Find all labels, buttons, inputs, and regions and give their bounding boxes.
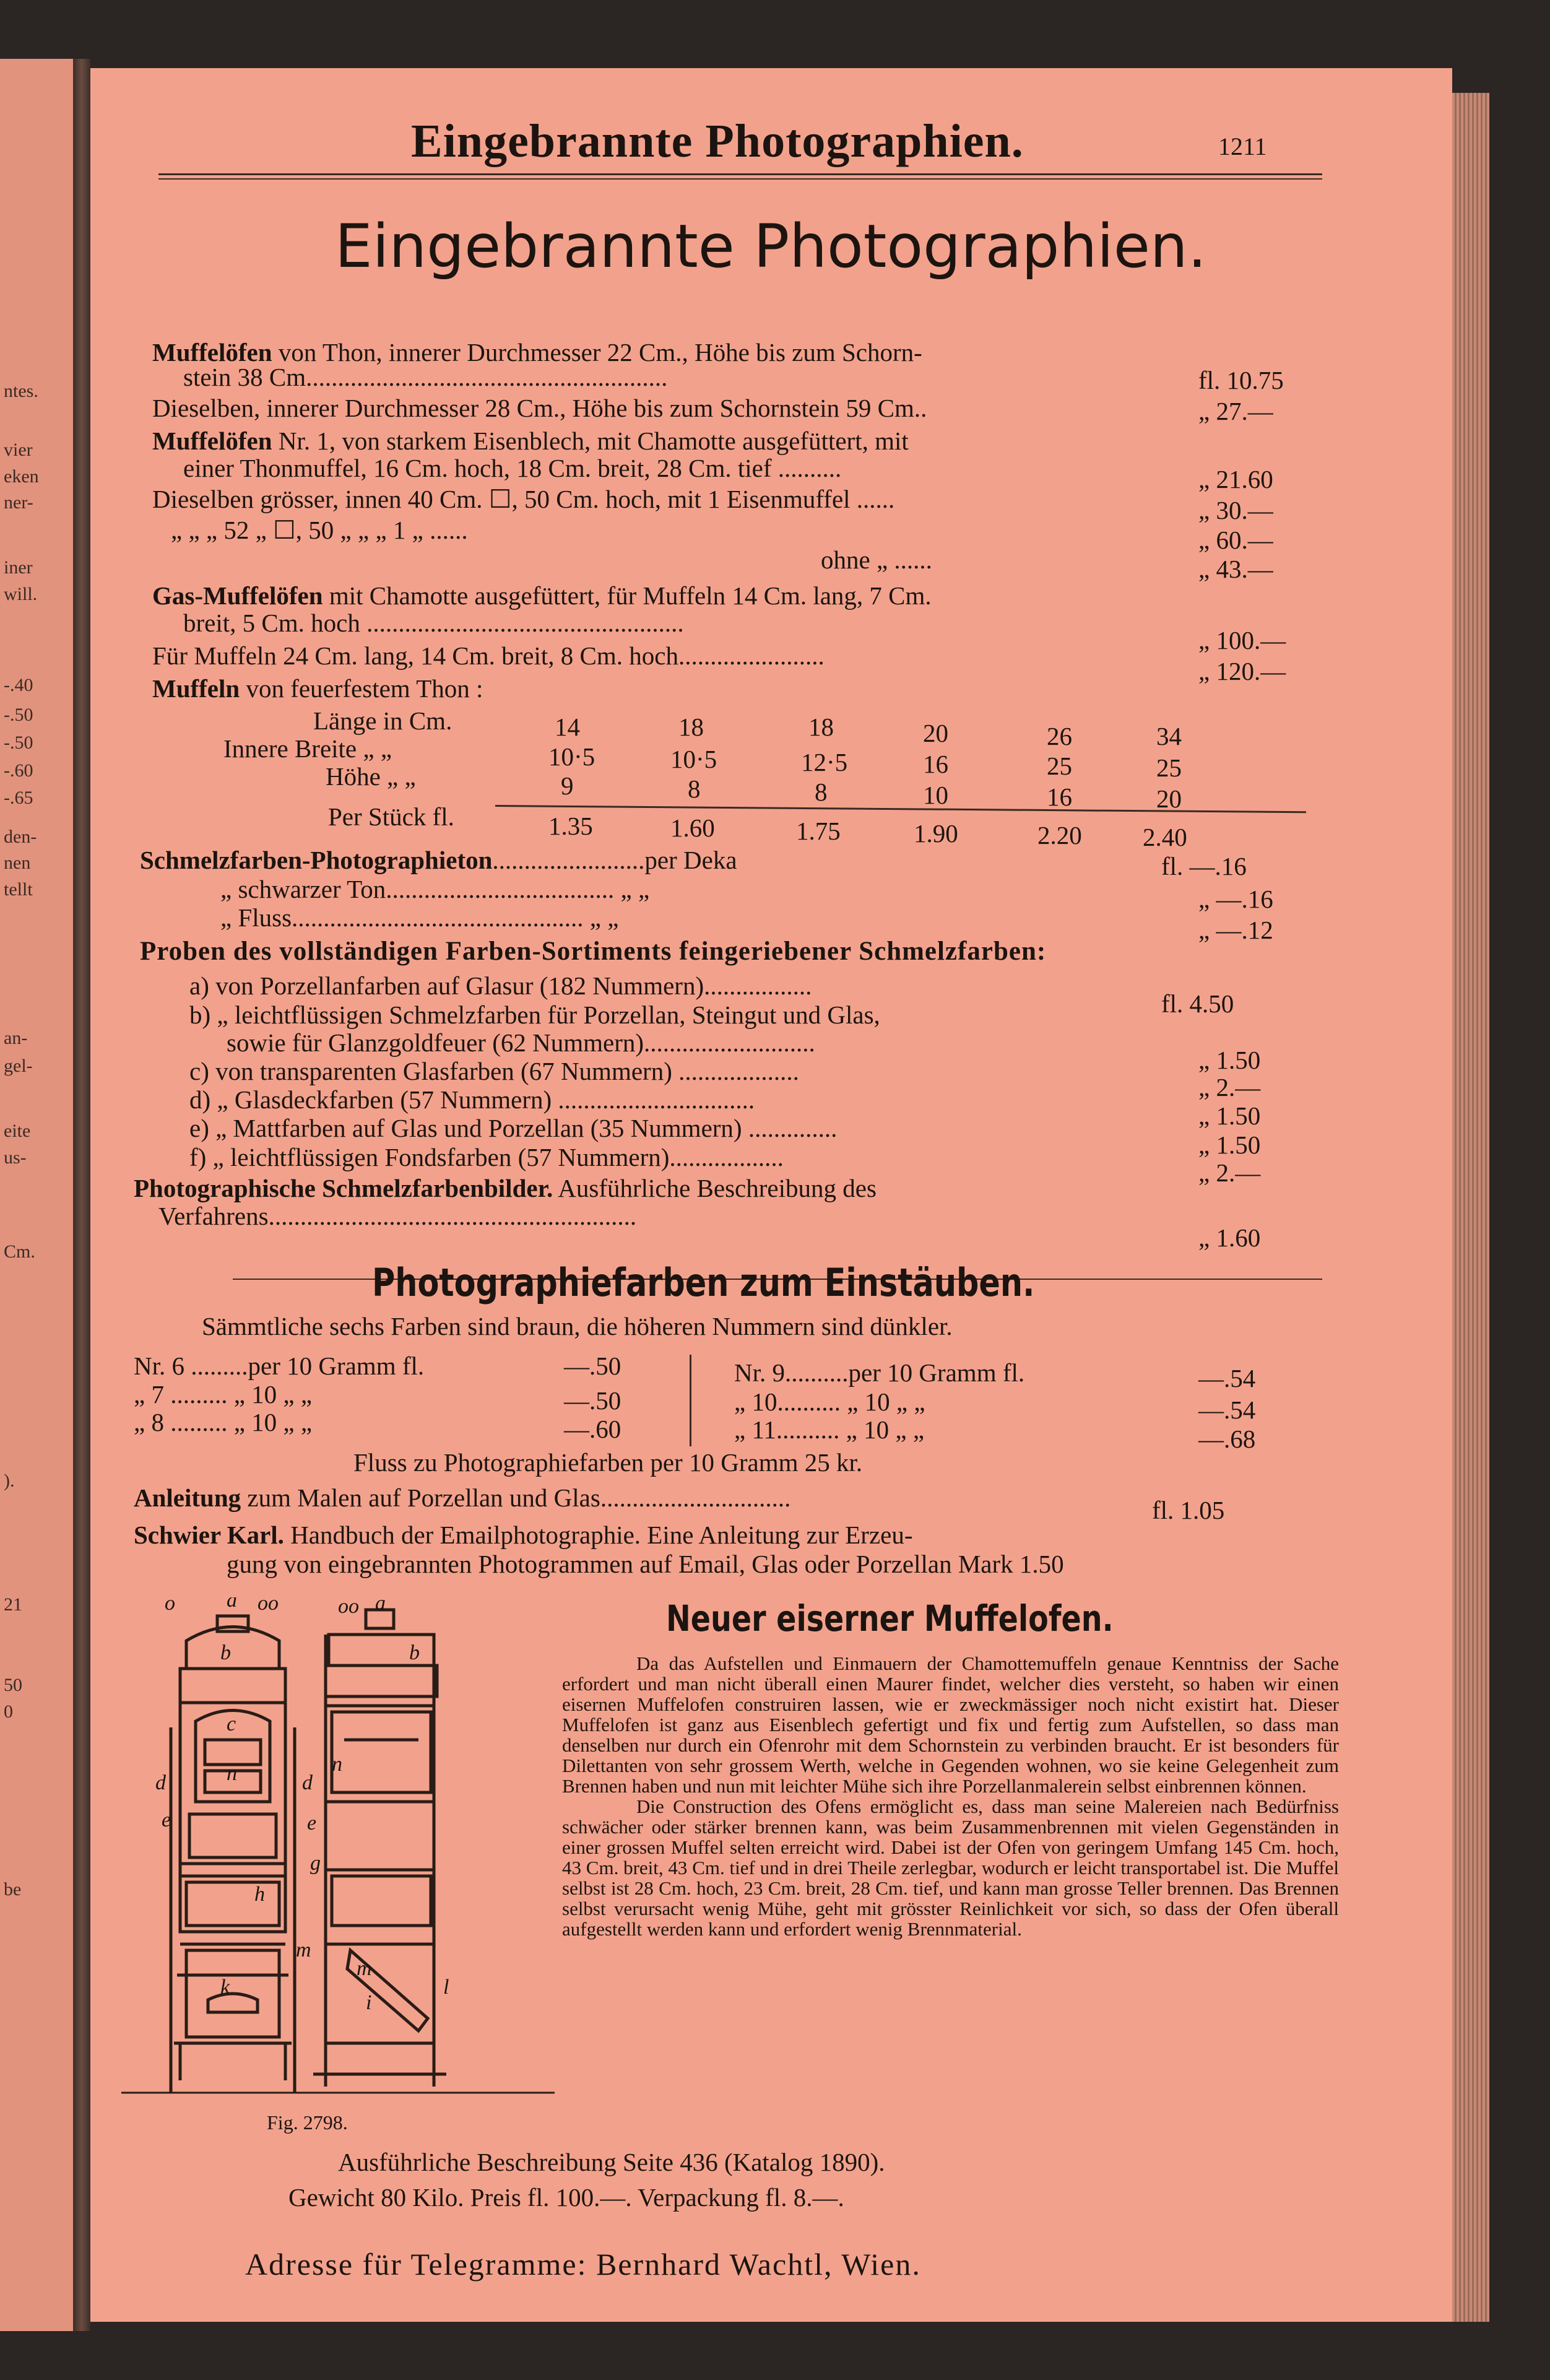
price: „ 1.50 — [1198, 1046, 1261, 1074]
price: —.50 — [564, 1352, 621, 1380]
left-fragment: Cm. — [4, 1241, 35, 1262]
cell: 1.35 — [548, 812, 593, 840]
price-row: Nr. 9..........per 10 Gramm fl. — [734, 1358, 1025, 1387]
entry-line: Für Muffeln 24 Cm. lang, 14 Cm. breit, 8 Cm. hoch....................... — [152, 641, 825, 670]
entry-text: Nr. 1, von starkem Eisenblech, mit Chamotte ausgefüttert, mit — [272, 427, 909, 455]
price: „ 1.50 — [1198, 1131, 1261, 1159]
cell: 9 — [561, 771, 574, 800]
oven-illustration — [121, 1597, 617, 2105]
left-fragment: gel- — [4, 1056, 33, 1076]
fig-label: m — [296, 1939, 311, 1961]
fig-label: c — [227, 1713, 236, 1735]
entry-line — [152, 426, 909, 456]
cell: 14 — [555, 713, 580, 741]
price: —.54 — [1198, 1364, 1256, 1392]
left-fragment: -.50 — [4, 705, 33, 725]
header-rule — [158, 173, 1322, 175]
left-fragment: iner — [4, 557, 33, 578]
page-number: 1211 — [1218, 132, 1267, 160]
left-fragment: nen — [4, 853, 31, 873]
entry-line: „ Fluss.............................................. „ „ — [220, 903, 619, 932]
left-fragment: -.50 — [4, 732, 33, 753]
price: „ 2.— — [1198, 1073, 1261, 1101]
cell: 10 — [923, 781, 948, 809]
entry-line — [152, 581, 932, 610]
proben-item: c) von transparenten Glasfarben (67 Nummern) ................... — [189, 1057, 799, 1085]
price: —.54 — [1198, 1396, 1256, 1424]
row-label: Innere Breite „ „ — [223, 734, 392, 763]
entry-line: einer Thonmuffel, 16 Cm. hoch, 18 Cm. breit, 28 Cm. tief .......... — [183, 454, 842, 482]
page-stack-edge — [1452, 93, 1489, 2322]
price: fl. 10.75 — [1198, 366, 1284, 394]
running-title: Eingebrannte Photographien. — [411, 115, 1024, 167]
intro-line: Sämmtliche sechs Farben sind braun, die höheren Nummern sind dünkler. — [202, 1312, 953, 1340]
price: fl. 1.05 — [1152, 1496, 1225, 1524]
entry-line — [140, 845, 737, 875]
neuer-heading: Neuer eiserner Muffelofen. — [666, 1597, 1114, 1640]
cell: 8 — [688, 775, 701, 803]
fig-label: m — [357, 1957, 372, 1980]
price: fl. —.16 — [1161, 852, 1247, 880]
entry-line: breit, 5 Cm. hoch .................................................. — [183, 609, 684, 637]
left-fragment: us- — [4, 1147, 27, 1168]
fig-label: g — [310, 1852, 321, 1875]
price: „ 60.— — [1198, 526, 1273, 554]
price: —.60 — [564, 1415, 621, 1443]
cell: 18 — [678, 713, 704, 741]
price-row: „ 11.......... „ 10 „ „ — [734, 1415, 925, 1444]
ausfuehrlich-line: Ausführliche Beschreibung Seite 436 (Katalog 1890). — [338, 2148, 885, 2176]
fig-label: n — [332, 1753, 342, 1776]
figure-caption: Fig. 2798. — [267, 2111, 348, 2134]
neuer-description — [562, 1653, 1339, 1939]
fig-label: a — [375, 1597, 386, 1615]
left-fragment: -.60 — [4, 760, 33, 781]
fig-label: n — [227, 1762, 237, 1785]
fig-label: d — [155, 1771, 166, 1794]
entry-bold: Muffeln — [152, 674, 240, 703]
fig-label: a — [227, 1597, 237, 1612]
proben-item: b) „ leichtflüssigen Schmelzfarben für Porzellan, Steingut und Glas, — [189, 1001, 880, 1029]
main-title: Eingebrannte Photographien. — [335, 212, 1207, 281]
price: —.50 — [564, 1386, 621, 1415]
left-fragment: -.65 — [4, 788, 33, 808]
cell: 25 — [1156, 754, 1182, 782]
proben-item: f) „ leichtflüssigen Fondsfarben (57 Nummern).................. — [189, 1143, 784, 1171]
cell: 20 — [1156, 784, 1182, 813]
row-label: Höhe „ „ — [326, 762, 416, 791]
cell: 8 — [815, 778, 828, 806]
cell: 25 — [1047, 752, 1072, 780]
cell: 1.60 — [670, 814, 715, 842]
cell: 18 — [808, 713, 834, 741]
cell: 16 — [923, 750, 948, 778]
cell: 26 — [1047, 722, 1072, 750]
left-fragment: ). — [4, 1470, 15, 1491]
cell: 20 — [923, 719, 948, 747]
row-label: Per Stück fl. — [328, 802, 454, 831]
cell: 10·5 — [548, 742, 595, 771]
price: „ —.16 — [1198, 885, 1273, 913]
entry-bold: Muffelöfen — [152, 427, 272, 455]
catalog-page — [90, 68, 1452, 2322]
entry-line: Dieselben, innerer Durchmesser 28 Cm., Höhe bis zum Schornstein 59 Cm.. — [152, 394, 927, 422]
left-fragment: ner- — [4, 492, 33, 513]
price: fl. 4.50 — [1161, 989, 1234, 1018]
telegram-address: Adresse für Telegramme: Bernhard Wachtl, Wien. — [245, 2247, 921, 2282]
entry-line: Dieselben grösser, innen 40 Cm. ☐, 50 Cm. hoch, mit 1 Eisenmuffel ...... — [152, 485, 895, 513]
entry-line: „ schwarzer Ton.................................... „ „ — [220, 875, 650, 903]
left-fragment: 21 — [4, 1594, 22, 1615]
price-row: „ 7 ......... „ 10 „ „ — [134, 1380, 313, 1409]
left-fragment: be — [4, 1879, 22, 1900]
left-fragment: eite — [4, 1121, 31, 1141]
left-fragment: eken — [4, 466, 39, 487]
cell: 2.20 — [1037, 821, 1082, 849]
proben-item: a) von Porzellanfarben auf Glasur (182 Nummern)................. — [189, 971, 812, 1000]
row-label: Länge in Cm. — [313, 706, 452, 735]
entry-bold: Schwier Karl. — [134, 1521, 284, 1549]
fig-label: h — [254, 1883, 265, 1906]
fig-label: oo — [338, 1597, 359, 1618]
entry-line: Verfahrens.......................................................... — [158, 1202, 637, 1230]
entry-line — [134, 1483, 790, 1513]
description-paragraph: Die Construction des Ofens ermöglicht es, dass man seine Malereien nach Bedürfniss schwächer oder stärker brennen kann, was beim Zusammenbrennen mit vielen Gegenständen in einer grossen Muffel selten erreicht wird. Dabei ist der Ofen von geringem Umfang 145 Cm. hoch, 43 Cm. breit, 43 Cm. tief und in drei Theile zerlegbar, wodurch er leicht transportabel ist. Die Muffel selbst ist 28 Cm. hoch, 23 Cm. breit, 28 Cm. tief, und kann man grosse Teller brennen. Das Brennen selbst verursacht wenig Mühe, geht mit grösster Reinlichkeit vor sich, so dass der Ofen überall aufgestellt werden kann und erfordert wenig Brennmaterial. — [562, 1796, 1339, 1940]
fig-label: b — [409, 1641, 420, 1664]
price: —.68 — [1198, 1425, 1256, 1453]
price: „ 1.50 — [1198, 1101, 1261, 1130]
entry-text: Ausführliche Beschreibung des — [553, 1174, 877, 1202]
left-fragment: an- — [4, 1028, 28, 1048]
left-fragment: 0 — [4, 1701, 13, 1722]
price: „ 30.— — [1198, 496, 1273, 524]
proben-item: e) „ Mattfarben auf Glas und Porzellan (35 Nummern) .............. — [189, 1114, 838, 1142]
entry-line — [152, 674, 483, 703]
fig-label: e — [162, 1809, 171, 1831]
price: „ 1.60 — [1198, 1223, 1261, 1252]
entry-line: ohne „ ...... — [821, 545, 932, 574]
entry-line — [134, 1173, 877, 1203]
entry-bold: Photographische Schmelzfarbenbilder. — [134, 1174, 553, 1202]
cell: 34 — [1156, 722, 1182, 750]
entry-text: von feuerfestem Thon : — [240, 674, 483, 703]
entry-line: stein 38 Cm......................................................... — [183, 363, 668, 391]
price: „ 120.— — [1198, 657, 1286, 685]
fig-label: l — [443, 1976, 449, 1999]
left-fragment: -.40 — [4, 675, 33, 695]
price-row: Nr. 6 .........per 10 Gramm fl. — [134, 1352, 425, 1380]
price: „ 21.60 — [1198, 465, 1273, 493]
left-fragment: tellt — [4, 879, 33, 900]
entry-text: mit Chamotte ausgefüttert, für Muffeln 14 Cm. lang, 7 Cm. — [323, 581, 932, 610]
cell: 10·5 — [670, 745, 717, 773]
fig-label: e — [307, 1812, 317, 1835]
section-heading: Photographiefarben zum Einstäuben. — [372, 1260, 1035, 1305]
description-paragraph: Da das Aufstellen und Einmauern der Chamottemuffeln genaue Kenntniss der Sache erfordert und man nicht überall einen Maurer findet, welcher dies versteht, so haben wir einen eisernen Muffelofen construiren lassen, wie er zweckmässiger noch nicht existirt hat. Dieser Muffelofen ist ganz aus Eisenblech gefertigt und fix und fertig zum Aufstellen, so dass man denselben nur durch ein Ofenrohr mit dem Schornstein zu verbinden braucht. Er ist besonders für Dilettanten von sehr grossem Werth, welche in Gegenden wohnen, wo sie keine Gelegenheit zum Brennen haben und nun mit leichter Mühe sich ihre Porzellanmalerein selbst einbrennen können. — [562, 1653, 1339, 1797]
gewicht-line: Gewicht 80 Kilo. Preis fl. 100.—. Verpackung fl. 8.—. — [288, 2183, 844, 2212]
price: „ 43.— — [1198, 555, 1273, 583]
entry-text: Handbuch der Emailphotographie. Eine Anleitung zur Erzeu- — [284, 1521, 913, 1549]
left-fragment: vier — [4, 440, 33, 460]
left-fragment: ntes. — [4, 381, 38, 401]
fig-label: b — [220, 1641, 231, 1664]
entry-text: von Thon, innerer Durchmesser 22 Cm., Höhe bis zum Schorn- — [272, 338, 922, 367]
fluss-line: Fluss zu Photographiefarben per 10 Gramm 25 kr. — [353, 1448, 863, 1477]
entry-line: gung von eingebrannten Photogrammen auf Email, Glas oder Porzellan Mark 1.50 — [227, 1550, 1064, 1578]
price-row: „ 10.......... „ 10 „ „ — [734, 1388, 925, 1416]
entry-line — [134, 1520, 913, 1550]
entry-bold: Anleitung — [134, 1483, 241, 1512]
fig-label: o — [165, 1597, 175, 1615]
cell: 16 — [1047, 783, 1072, 811]
price: „ 27.— — [1198, 397, 1273, 425]
proben-item: sowie für Glanzgoldfeuer (62 Nummern)........................... — [227, 1028, 815, 1057]
left-fragment: will. — [4, 584, 38, 604]
cell: 1.75 — [796, 817, 841, 845]
column-divider — [690, 1355, 691, 1446]
entry-bold: Muffelöfen — [152, 338, 272, 367]
left-fragment: den- — [4, 827, 37, 847]
price: „ 100.— — [1198, 626, 1286, 654]
header-rule — [158, 178, 1322, 180]
cell: 12·5 — [801, 748, 848, 776]
entry-text: ........................per Deka — [492, 846, 737, 874]
price-row: „ 8 ......... „ 10 „ „ — [134, 1408, 313, 1436]
entry-line: „ „ „ 52 „ ☐, 50 „ „ „ 1 „ ...... — [171, 516, 468, 544]
previous-page-edge — [0, 59, 74, 2331]
book-gutter — [73, 59, 90, 2331]
cell: 2.40 — [1143, 823, 1187, 851]
left-fragment: 50 — [4, 1675, 22, 1695]
entry-bold: Schmelzfarben-Photographieton — [140, 846, 493, 874]
fig-label: oo — [258, 1597, 279, 1615]
table-rule — [495, 805, 1306, 813]
fig-label: k — [220, 1976, 230, 1999]
cell: 1.90 — [914, 819, 958, 848]
proben-item: d) „ Glasdeckfarben (57 Nummern) ............................... — [189, 1085, 755, 1114]
proben-heading: Proben des vollständigen Farben-Sortiments feingeriebener Schmelzfarben: — [140, 937, 1047, 966]
entry-bold: Gas-Muffelöfen — [152, 581, 323, 610]
fig-label: i — [366, 1991, 372, 2014]
entry-text: zum Malen auf Porzellan und Glas.............................. — [241, 1483, 791, 1512]
price: „ 2.— — [1198, 1158, 1261, 1187]
fig-label: d — [302, 1771, 313, 1794]
price: „ —.12 — [1198, 916, 1273, 944]
